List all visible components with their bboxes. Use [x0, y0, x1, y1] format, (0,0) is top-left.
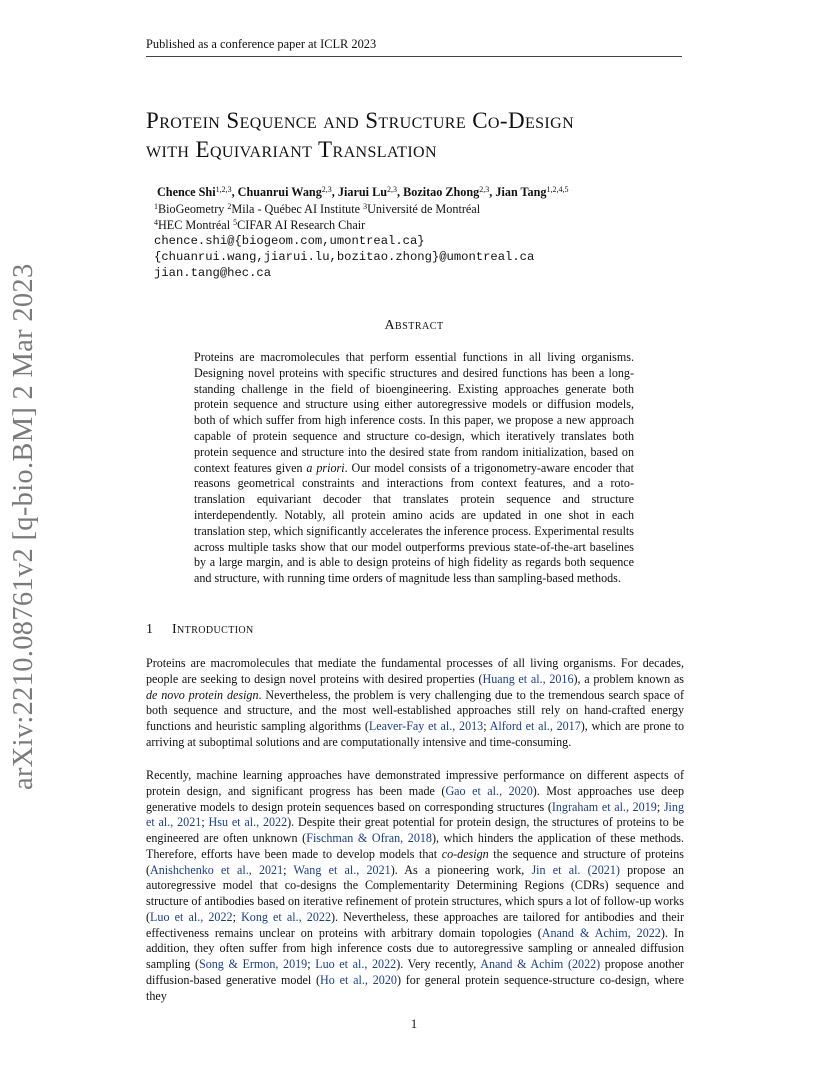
author-affiliation-marker: 2,3: [387, 185, 397, 194]
body-text: the sequence and structure of proteins (: [146, 846, 685, 877]
affiliation-line-2: [154, 218, 714, 233]
body-text: ). Very recently,: [396, 957, 481, 971]
citation-link[interactable]: Kong et al., 2022: [241, 909, 331, 924]
affiliation-marker: 1: [154, 202, 158, 211]
section-number: 1: [146, 622, 154, 637]
affiliation-line-1: [154, 202, 714, 217]
body-text: Proteins are macromolecules that mediate the fundamental processes of all living organisms. For decades, people are seeking to design novel proteins with desired properties (: [146, 656, 684, 686]
citation-link[interactable]: Ho et al., 2020: [320, 972, 397, 987]
body-text: ). As a pioneering work,: [390, 862, 532, 877]
email-line-1[interactable]: chence.shi@{biogeom.com,umontreal.ca}: [154, 234, 425, 248]
emphasis-text: de novo protein design: [146, 687, 259, 702]
body-text: ), which are prone to arriving at suboptimal solutions and are computationally intensive and time-consuming.: [146, 719, 684, 749]
body-text: ;: [307, 957, 316, 971]
affiliation-marker: 2: [227, 202, 232, 211]
citation-link[interactable]: Jin et al. (2021): [531, 862, 620, 877]
citation-link[interactable]: Huang et al., 2016: [482, 671, 574, 686]
body-text: ;: [232, 909, 242, 924]
arxiv-sidebar-stamp: arXiv:2210.08761v2 [q-bio.BM] 2 Mar 2023: [8, 263, 39, 790]
abstract-part-a: Proteins are macromolecules that perform essential functions in all living organisms. Designing novel proteins with specific structures and desired functions has been a long-standing challenge in the field of bioengineering. Existing approaches generate both protein sequence and structure using either autoregressive models or diffusion models, both of which suffer from high inference costs. In this paper, we propose a new approach capable of protein sequence and structure co-design, which iteratively translates both protein sequence and structure into the desired state from random initialization, based on context features given: [194, 350, 634, 475]
citation-link[interactable]: Anishchenko et al., 2021: [150, 862, 284, 877]
author-name: Jian Tang: [495, 185, 547, 199]
author-name: Jiarui Lu: [337, 185, 387, 199]
emphasis-text: co-design: [441, 846, 489, 861]
body-text: ;: [656, 799, 664, 814]
body-text: ). Nevertheless, these approaches are tailored for antibodies and their effectiveness remains unclear on proteins with arbitrary domain topologies (: [146, 909, 684, 940]
author-affiliation-marker: 2,3: [479, 185, 490, 194]
venue-line: Published as a conference paper at ICLR 2023: [146, 37, 377, 51]
abstract-text: [194, 350, 634, 587]
citation-link[interactable]: Anand & Achim, 2022: [541, 925, 661, 940]
title-line-2: with Equivariant Translation: [146, 137, 437, 162]
body-text: ) for general protein sequence-structure co-design, where they: [146, 972, 684, 1003]
body-text: . Nevertheless, the problem is very challenging due to the tremendous search space of both sequence and structure, and the most well-established approaches still rely on hand-crafted energy functions and heuristic sampling algorithms (: [146, 687, 684, 733]
citation-link[interactable]: Jing et al., 2021: [146, 799, 684, 830]
page-number: 1: [410, 1017, 418, 1031]
author-name: Chence Shi: [157, 185, 216, 199]
author-affiliation-marker: 1,2,4,5: [546, 185, 569, 194]
author-name: Chuanrui Wang: [237, 185, 322, 199]
body-text: ). Most approaches use deep generative models to design protein sequences based on corresponding structures (: [146, 783, 684, 814]
body-text: ), which hinders the application of these methods. Therefore, efforts have been made to develop models that: [146, 831, 685, 861]
section-heading-introduction: [146, 622, 254, 638]
abstract-italic: a priori: [306, 460, 345, 475]
section-title: Introduction: [172, 622, 254, 637]
citation-link[interactable]: Wang et al., 2021: [293, 862, 391, 877]
citation-link[interactable]: Fischman & Ofran, 2018: [306, 831, 432, 845]
body-text: Recently, machine learning approaches have demonstrated impressive performance on different aspects of protein design, and significant progress has been made (: [146, 768, 684, 798]
body-text: ), a problem known as: [573, 671, 685, 686]
body-text: ;: [283, 862, 294, 877]
body-text: ). Despite their great potential for protein design, the structures of proteins to be engineered are often unknown (: [146, 815, 684, 845]
body-text: propose an autoregressive model that co-designs the Complementarity Determining Regions (CDRs) sequence and structure of antibodies based on iterative refinement of protein structures, which spurs a lot of follow-up works (: [146, 862, 685, 924]
affiliation-name: Université de Montréal: [367, 202, 481, 216]
citation-link[interactable]: Gao et al., 2020: [445, 783, 533, 798]
affiliation-marker: 3: [363, 202, 368, 211]
author-list: Chence Shi$^{1,2,3}$, Chuanrui Wang$^{2,3}$, Jiarui Lu$^{2,3}$, Bozitao Zhong$^{2,3}$, Jian Tang$^{1,2,4,5}$: [157, 185, 569, 199]
body-text: ;: [201, 815, 209, 830]
body-text: ). In addition, they often suffer from high inference costs due to autoregressive sampling or annealed diffusion sampling (: [146, 925, 684, 971]
affiliation-name: BioGeometry: [158, 202, 225, 216]
title-line-1: Protein Sequence and Structure Co-Design: [146, 108, 575, 133]
citation-link[interactable]: Luo et al., 2022: [315, 957, 397, 971]
citation-link[interactable]: Song & Ermon, 2019: [198, 957, 308, 971]
citation-link[interactable]: Leaver-Fay et al., 2013: [368, 719, 484, 733]
affiliation-name: CIFAR AI Research Chair: [237, 218, 366, 232]
running-header: [146, 37, 682, 57]
affiliation-name: Mila - Québec AI Institute: [231, 202, 361, 216]
intro-paragraph-1: [146, 656, 684, 751]
citation-link[interactable]: Luo et al., 2022: [150, 909, 233, 924]
author-affiliation-marker: 1,2,3: [215, 185, 232, 194]
affiliation-marker: 4: [154, 218, 158, 227]
body-text: propose another diffusion-based generative model (: [146, 957, 684, 987]
affiliation-name: HEC Montréal: [158, 218, 231, 232]
citation-link[interactable]: Anand & Achim (2022): [480, 957, 601, 971]
body-text: ;: [483, 719, 490, 733]
intro-paragraph-2: [146, 768, 684, 1004]
email-line-2[interactable]: {chuanrui.wang,jiarui.lu,bozitao.zhong}@umontreal.ca: [154, 250, 535, 264]
email-line-3[interactable]: jian.tang@hec.ca: [154, 266, 272, 280]
affiliation-marker: 5: [233, 218, 238, 227]
author-affiliation-marker: 2,3: [321, 185, 332, 194]
abstract-part-b: . Our model consists of a trigonometry-aware encoder that reasons geometrical constraints and interactions from context features, and a roto-translation equivariant decoder that translates protein sequence and structure interdependently. Notably, all protein amino acids are updated in one shot in each translation step, which significantly accelerates the inference process. Experimental results across multiple tasks show that our model outperforms previous state-of-the-art baselines by a large margin, and is able to design proteins of high fidelity as regards both sequence and structure, with running time orders of magnitude less than sampling-based methods.: [194, 460, 634, 586]
citation-link[interactable]: Alford et al., 2017: [489, 719, 581, 733]
paper-title: [146, 106, 706, 164]
abstract-heading: Abstract: [384, 318, 444, 333]
author-name: Bozitao Zhong: [403, 185, 480, 199]
citation-link[interactable]: Ingraham et al., 2019: [551, 799, 657, 814]
citation-link[interactable]: Hsu et al., 2022: [208, 815, 288, 830]
